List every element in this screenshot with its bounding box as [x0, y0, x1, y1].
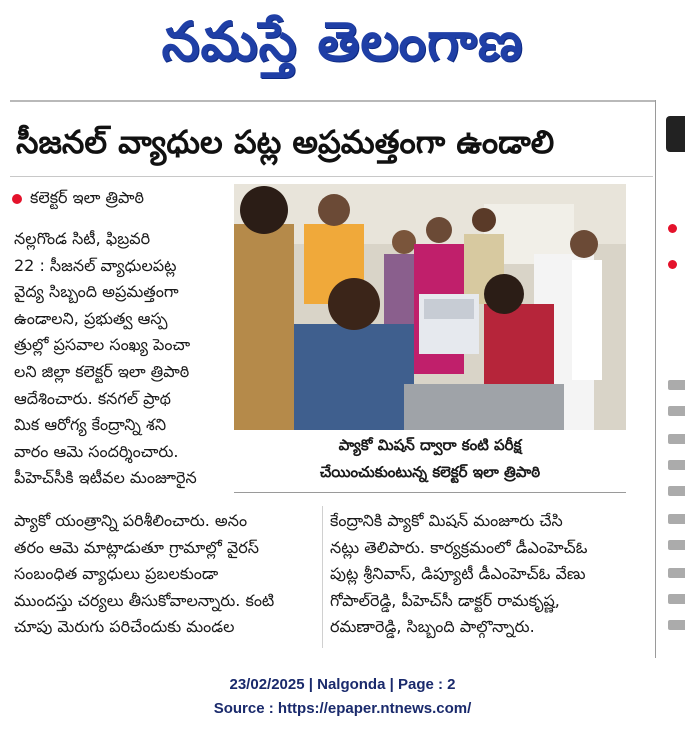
column-divider: [322, 506, 323, 648]
text-line: రమణారెడ్డి, సిబ్బంది పాల్గొన్నారు.: [330, 617, 535, 637]
bullet-icon: [668, 260, 677, 269]
article-column-2: [14, 508, 314, 641]
headline-rule: [10, 176, 653, 177]
text-line: త్రుల్లో ప్రసవాల సంఖ్య పెంచా: [14, 335, 191, 355]
text-line: లని జిల్లా కలెక్టర్ ఇలా త్రిపాఠి: [14, 361, 190, 381]
masthead: [0, 0, 685, 90]
bullet-icon: [12, 194, 22, 204]
top-rule: [10, 100, 655, 102]
text-fragment: [668, 620, 685, 630]
text-line: గోపాల్‌రెడ్డి, పీహెచ్‌సీ డాక్టర్ రామకృష్ణ,: [330, 590, 560, 610]
newspaper-title: నమస్తే తెలంగాణ: [161, 9, 524, 73]
text-line: పుట్ల శ్రీనివాస్, డిప్యూటీ డీఎంహెచ్‌ఓ వేణు: [330, 564, 586, 584]
adjacent-article-edge: [660, 100, 685, 660]
column-rule: [655, 100, 656, 658]
footer-date-edition: 23/02/2025 | Nalgonda | Page : 2: [229, 676, 456, 693]
text-line: తరం ఆమె మాట్లాడుతూ గ్రామాల్లో వైరస్: [14, 537, 260, 557]
text-line: సంబంధిత వ్యాధులు ప్రబలకుండా: [14, 564, 219, 584]
text-fragment: [668, 486, 685, 496]
article-column-1: [14, 226, 232, 492]
text-line: వైద్య సిబ్బంది అప్రమత్తంగా: [14, 282, 179, 302]
text-fragment: [668, 594, 685, 604]
bullet-icon: [668, 224, 677, 233]
text-fragment: [668, 568, 685, 578]
adjacent-headline-fragment: [666, 116, 685, 152]
text-fragment: [668, 540, 685, 550]
text-line: నట్లు తెలిపారు. కార్యక్రమంలో డీఎంహెచ్‌ఓ: [330, 537, 588, 557]
article-headline: సీజనల్ వ్యాధుల పట్ల అప్రమత్తంగా ఉండాలి: [16, 123, 555, 161]
text-line: వారం ఆమె సందర్శించారు.: [14, 441, 179, 461]
caption-rule: [234, 492, 626, 493]
text-line: 22 : సీజనల్ వ్యాధులపట్ల: [14, 255, 177, 275]
text-fragment: [668, 434, 685, 444]
text-line: ప్యాకో యంత్రాన్ని పరిశీలించారు. అనం: [14, 511, 248, 530]
text-fragment: [668, 406, 685, 416]
article-photo: [234, 184, 626, 430]
text-line: చూపు మెరుగు పరిచేందుకు మండల: [14, 617, 235, 637]
text-line: మిక ఆరోగ్య కేంద్రాన్ని శని: [14, 415, 167, 435]
text-line: నల్లగొండ సిటీ, ఫిబ్రవరి: [14, 229, 151, 248]
text-line: ముందస్తు చర్యలు తీసుకోవాలన్నారు. కంటి: [14, 590, 275, 610]
text-line: పీహెచ్‌సీకి ఇటీవల మంజూరైన: [14, 468, 197, 488]
text-line: ఉండాలని, ప్రభుత్వ ఆస్ప: [14, 308, 168, 328]
photo-caption: [234, 432, 626, 490]
byline: [12, 186, 144, 210]
article-column-3: [330, 508, 640, 641]
text-line: కేంద్రానికి ప్యాకో మిషన్ మంజూరు చేసి: [330, 511, 563, 530]
text-fragment: [668, 380, 685, 390]
text-fragment: [668, 460, 685, 470]
caption-line: చేయించుకుంటున్న కలెక్టర్ ఇలా త్రిపాఠి: [319, 463, 541, 481]
byline-text: కలెక్టర్ ఇలా త్రిపాఠి: [30, 188, 144, 207]
text-fragment: [668, 514, 685, 524]
footer-source: Source : https://epaper.ntnews.com/: [213, 700, 472, 717]
text-line: ఆదేశించారు. కనగల్ ప్రాథ: [14, 388, 171, 408]
photo-illustration: [234, 184, 626, 430]
caption-line: ప్యాకో మిషన్ ద్వారా కంటి పరీక్ష: [338, 436, 522, 454]
